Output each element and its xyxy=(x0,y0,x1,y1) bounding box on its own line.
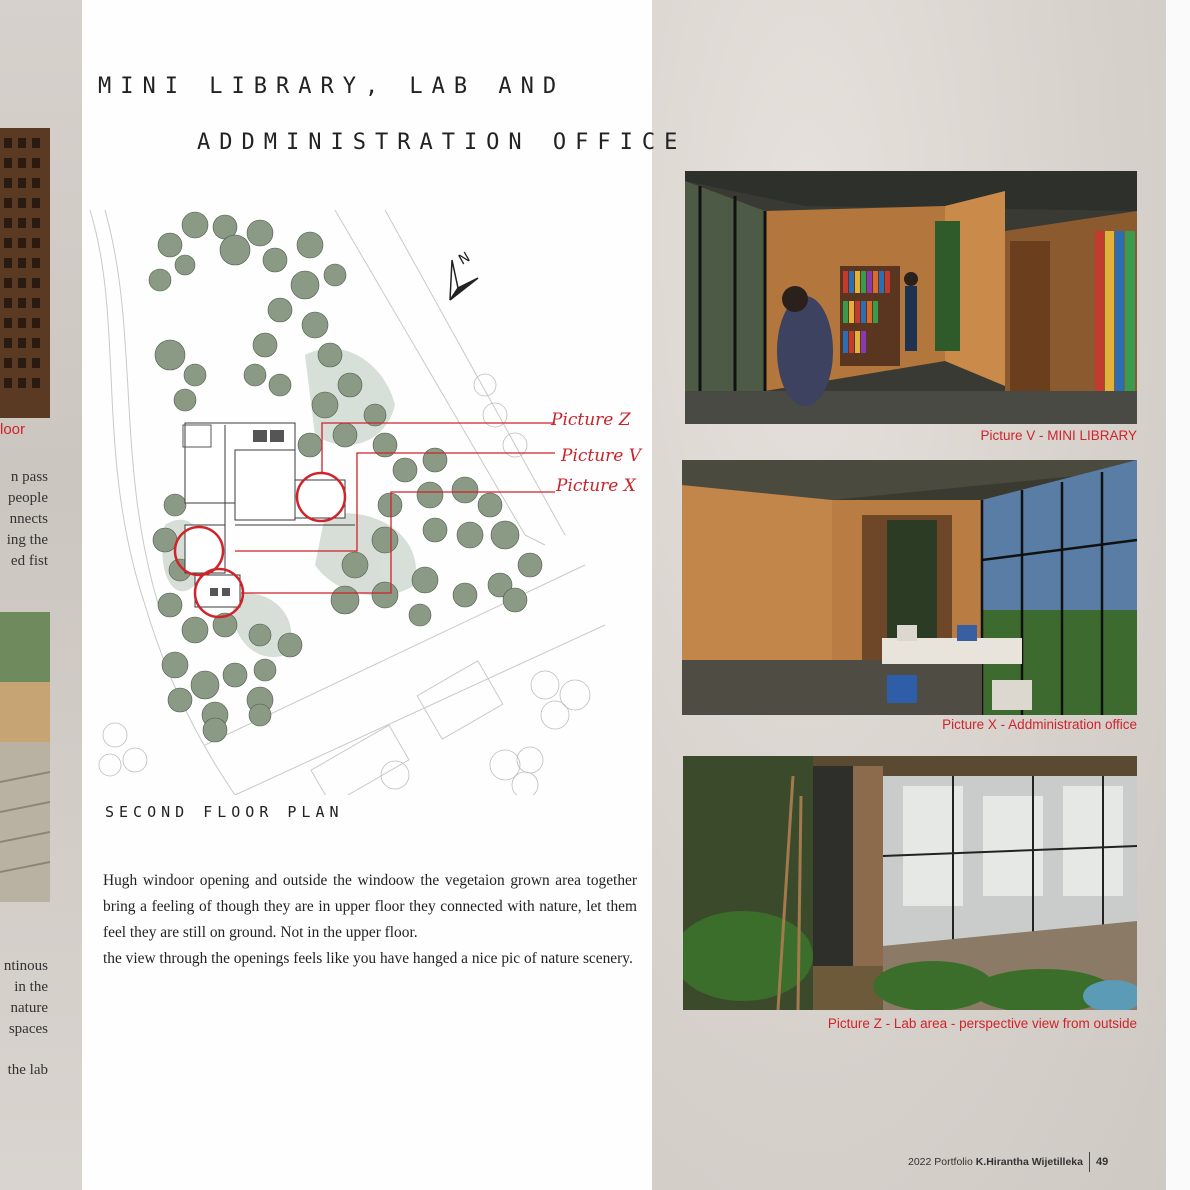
annotation-picture-x: Picture X xyxy=(556,476,636,496)
page-title-line-1: MINI LIBRARY, LAB AND xyxy=(98,74,566,99)
plan-label: SECOND FLOOR PLAN xyxy=(105,803,344,821)
left-caption-fragment: loor xyxy=(0,421,26,438)
page-title-line-2: ADDMINISTRATION OFFICE xyxy=(197,130,687,155)
footer-author: K.Hirantha Wijetilleka xyxy=(975,1155,1083,1168)
caption-picture-x: Picture X - Addministration office xyxy=(942,717,1137,732)
picture-x-administration-office-render xyxy=(682,460,1137,715)
north-arrow-icon: N xyxy=(456,249,474,269)
caption-picture-z: Picture Z - Lab area - perspective view from outside xyxy=(827,1016,1137,1031)
floor-plan-drawing xyxy=(85,205,645,795)
description-paragraph-2: the view through the openings feels like you have hanged a nice pic of nature scenery. xyxy=(103,950,633,967)
left-page-image-bottom xyxy=(0,612,50,902)
caption-picture-v: Picture V - MINI LIBRARY xyxy=(980,428,1137,443)
picture-v-mini-library-render xyxy=(685,171,1137,424)
page-edge xyxy=(1166,0,1190,1190)
description-paragraph-1: Hugh windoor opening and outside the windoow the vegetaion grown area together bring a feeling of though they are in upper floor they connected with nature, let them feel they are still on ground. Not in the upper floor. xyxy=(103,872,637,941)
left-page-image-top xyxy=(0,128,50,418)
annotation-picture-v: Picture V xyxy=(561,446,642,466)
footer-divider xyxy=(1089,1152,1090,1172)
description-text xyxy=(103,868,637,972)
picture-z-lab-area-render xyxy=(683,756,1137,1010)
footer-prefix: 2022 Portfolio xyxy=(908,1155,976,1168)
page-footer xyxy=(908,1152,1108,1172)
page-number: 49 xyxy=(1096,1155,1109,1168)
annotation-picture-z: Picture Z xyxy=(551,410,631,430)
